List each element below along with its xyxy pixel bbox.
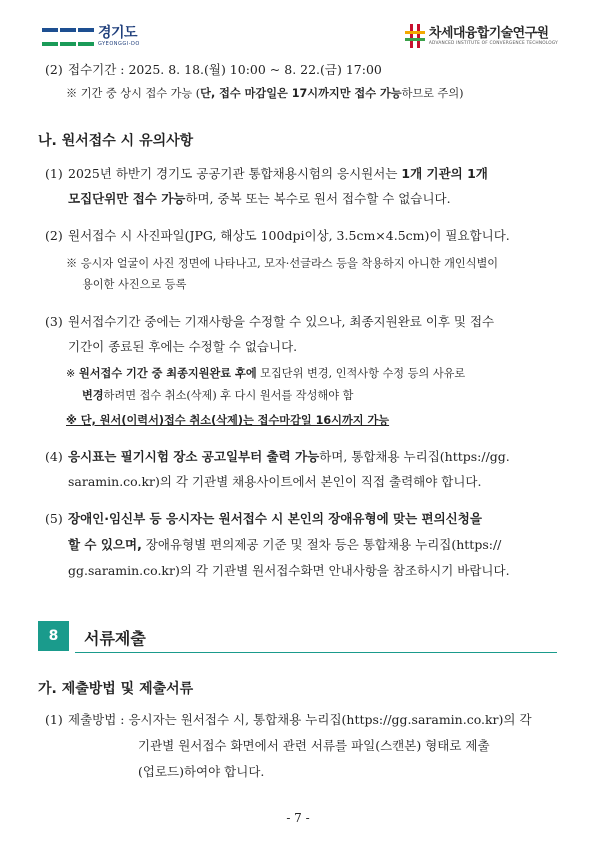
page-number: - 7 - — [286, 811, 310, 825]
submit-number: (1) — [45, 712, 63, 727]
item1-line2: 모집단위만 접수 가능하며, 중복 또는 복수로 원서 접수할 수 없습니다. — [68, 191, 451, 206]
institute-logo-en: ADVANCED INSTITUTE OF CONVERGENCE TECHNOLOGY — [428, 40, 558, 46]
item3-note3: ※ 단, 원서(이력서)접수 취소(삭제)는 접수마감일 16시까지 가능 — [66, 414, 390, 427]
item4-line2: saramin.co.kr)의 각 기관별 채용사이트에서 본인이 직접 출력해야 합니다. — [68, 474, 482, 489]
period-note: ※ 기간 중 상시 접수 가능 (단, 접수 마감일은 17시까지만 접수 가능하므로 주의) — [66, 87, 464, 100]
gyeonggi-logo-text: 경기도 — [98, 25, 138, 41]
page-header — [0, 0, 596, 58]
item1-number: (1) — [45, 166, 63, 181]
item5-number: (5) — [45, 511, 63, 526]
institute-logo — [405, 24, 558, 48]
item2-number: (2) — [45, 228, 63, 243]
gyeonggi-logo — [42, 26, 140, 52]
period-number: (2) — [45, 62, 63, 77]
item2-note2: 용이한 사진으로 등록 — [82, 278, 187, 291]
item3-line2: 기간이 종료된 후에는 수정할 수 없습니다. — [68, 339, 298, 354]
section-number-badge: 8 — [38, 621, 69, 651]
item2-note1: ※ 응시자 얼굴이 사진 정면에 나타나고, 모자·선글라스 등을 착용하지 아니한 개인식별이 — [66, 257, 499, 270]
item3-number: (3) — [45, 314, 63, 329]
item3-note2: 변경하려면 접수 취소(삭제) 후 다시 원서를 작성해야 함 — [82, 389, 354, 402]
item5-line2: 할 수 있으며, 장애유형별 편의제공 기준 및 절차 등은 통합채용 누리집(https:// — [68, 537, 502, 552]
item4-number: (4) — [45, 449, 63, 464]
item1-line1: 2025년 하반기 경기도 공공기관 통합채용시험의 응시원서는 1개 기관의 1개 — [68, 166, 488, 181]
section-title: 서류제출 — [84, 629, 146, 648]
institute-mark-icon — [405, 24, 425, 48]
item3-line1: 원서접수기간 중에는 기재사항을 수정할 수 있으나, 최종지원완료 이후 및 접수 — [68, 314, 495, 329]
gyeonggi-mark-icon — [42, 28, 94, 46]
item5-line1: 장애인·임신부 등 응시자는 원서접수 시 본인의 장애유형에 맞는 편의신청을 — [68, 511, 482, 526]
submit-line2: 기관별 원서접수 화면에서 관련 서류를 파일(스캔본) 형태로 제출 — [138, 738, 490, 753]
period-text: 접수기간 : 2025. 8. 18.(월) 10:00 ~ 8. 22.(금) 17:00 — [68, 62, 382, 77]
submit-line3: (업로드)하여야 합니다. — [138, 764, 265, 779]
item2-line1: 원서접수 시 사진파일(JPG, 해상도 100dpi이상, 3.5cm×4.5cm)이 필요합니다. — [68, 228, 510, 243]
subheading-ga: 가. 제출방법 및 제출서류 — [38, 681, 194, 697]
item5-line3: gg.saramin.co.kr)의 각 기관별 원서접수화면 안내사항을 참조하시기 바랍니다. — [68, 563, 510, 578]
gyeonggi-logo-en: GYEONGGI-DO — [98, 41, 140, 47]
submit-line1: 제출방법 : 응시자는 원서접수 시, 통합채용 누리집(https://gg.saramin.co.kr)의 각 — [68, 712, 532, 727]
institute-logo-text: 차세대융합기술연구원 — [428, 25, 549, 41]
section-rule — [75, 652, 557, 653]
item3-note1: ※ 원서접수 기간 중 최종지원완료 후에 모집단위 변경, 인적사항 수정 등의 사유로 — [66, 367, 466, 380]
item4-line1: 응시표는 필기시험 장소 공고일부터 출력 가능하며, 통합채용 누리집(https://gg. — [68, 449, 510, 464]
subheading-na: 나. 원서접수 시 유의사항 — [38, 133, 194, 149]
